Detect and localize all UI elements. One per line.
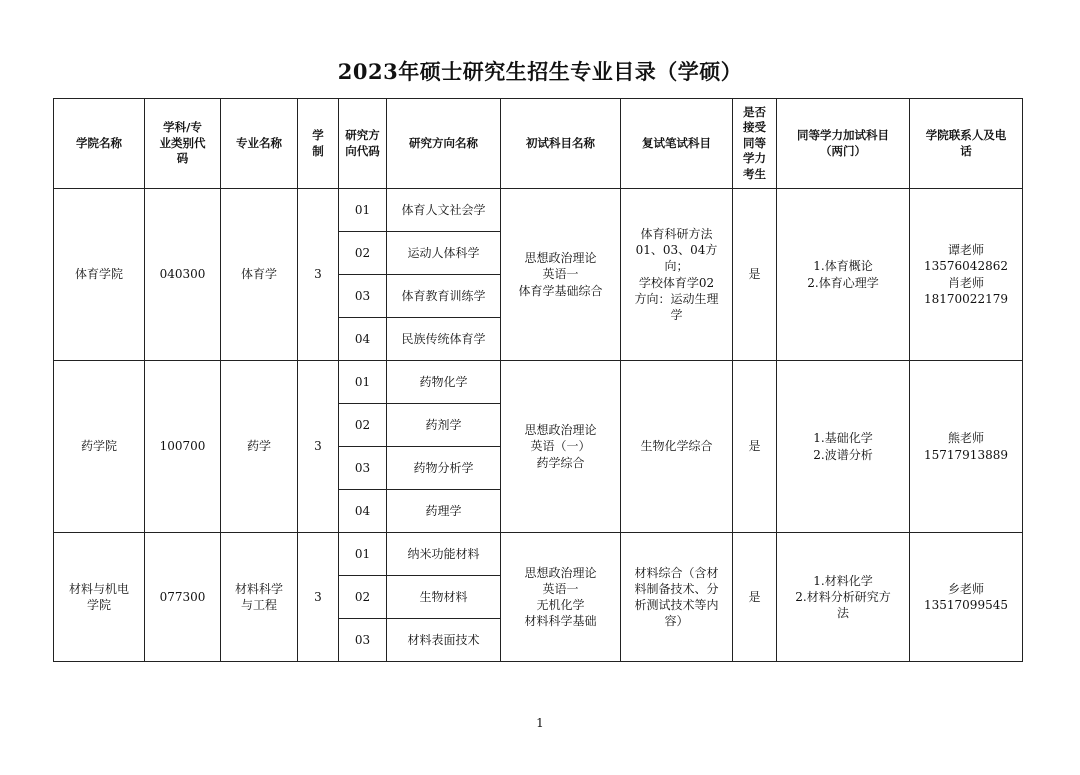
retest-cell: 体育科研方法 01、03、04方向； 学校体育学02 方向：运动生理 学: [621, 189, 733, 361]
table-row: [54, 189, 1023, 232]
header-code: 学科/专 业类别代 码: [145, 99, 221, 189]
header-college: 学院名称: [54, 99, 145, 189]
direction-name-cell: 生物材料: [387, 576, 501, 619]
contact-cell: 乡老师 13517099545: [910, 533, 1023, 662]
equiv-exam-cell: 1.材料化学 2.材料分析研究方 法: [777, 533, 910, 662]
retest-cell: 材料综合（含材 料制备技术、分 析测试技术等内 容）: [621, 533, 733, 662]
header-direction-code: 研究方 向代码: [339, 99, 387, 189]
direction-code-cell: 03: [339, 275, 387, 318]
header-direction-name: 研究方向名称: [387, 99, 501, 189]
direction-code-cell: 02: [339, 404, 387, 447]
direction-name-cell: 体育人文社会学: [387, 189, 501, 232]
table-row: [54, 533, 1023, 576]
page-number: 1: [536, 716, 544, 730]
years-cell: 3: [298, 533, 339, 662]
direction-name-cell: 纳米功能材料: [387, 533, 501, 576]
equiv-accept-cell: 是: [733, 361, 777, 533]
header-row: [54, 99, 1023, 189]
direction-code-cell: 02: [339, 576, 387, 619]
catalog-table: [53, 98, 1023, 662]
header-years: 学 制: [298, 99, 339, 189]
header-major: 专业名称: [221, 99, 298, 189]
major-cell: 材料科学 与工程: [221, 533, 298, 662]
code-cell: 100700: [145, 361, 221, 533]
prelim-cell: 思想政治理论 英语（一） 药学综合: [501, 361, 621, 533]
direction-name-cell: 体育教育训练学: [387, 275, 501, 318]
code-cell: 040300: [145, 189, 221, 361]
contact-cell: 熊老师 15717913889: [910, 361, 1023, 533]
college-cell: 材料与机电 学院: [54, 533, 145, 662]
major-cell: 药学: [221, 361, 298, 533]
direction-code-cell: 01: [339, 189, 387, 232]
direction-code-cell: 01: [339, 361, 387, 404]
prelim-cell: 思想政治理论 英语一 体育学基础综合: [501, 189, 621, 361]
direction-name-cell: 民族传统体育学: [387, 318, 501, 361]
equiv-accept-cell: 是: [733, 189, 777, 361]
direction-name-cell: 材料表面技术: [387, 619, 501, 662]
direction-name-cell: 药物化学: [387, 361, 501, 404]
contact-cell: 谭老师 13576042862 肖老师 18170022179: [910, 189, 1023, 361]
years-cell: 3: [298, 189, 339, 361]
header-equiv-exam: 同等学力加试科目 （两门）: [777, 99, 910, 189]
college-cell: 体育学院: [54, 189, 145, 361]
direction-name-cell: 药理学: [387, 490, 501, 533]
code-cell: 077300: [145, 533, 221, 662]
college-cell: 药学院: [54, 361, 145, 533]
equiv-exam-cell: 1.体育概论 2.体育心理学: [777, 189, 910, 361]
prelim-cell: 思想政治理论 英语一 无机化学 材料科学基础: [501, 533, 621, 662]
direction-code-cell: 02: [339, 232, 387, 275]
direction-code-cell: 01: [339, 533, 387, 576]
direction-code-cell: 03: [339, 447, 387, 490]
equiv-exam-cell: 1.基础化学 2.波谱分析: [777, 361, 910, 533]
years-cell: 3: [298, 361, 339, 533]
major-cell: 体育学: [221, 189, 298, 361]
retest-cell: 生物化学综合: [621, 361, 733, 533]
direction-name-cell: 运动人体科学: [387, 232, 501, 275]
direction-code-cell: 03: [339, 619, 387, 662]
direction-name-cell: 药物分析学: [387, 447, 501, 490]
direction-name-cell: 药剂学: [387, 404, 501, 447]
direction-code-cell: 04: [339, 318, 387, 361]
equiv-accept-cell: 是: [733, 533, 777, 662]
header-retest: 复试笔试科目: [621, 99, 733, 189]
header-prelim: 初试科目名称: [501, 99, 621, 189]
direction-code-cell: 04: [339, 490, 387, 533]
header-equiv-accept: 是否 接受 同等 学力 考生: [733, 99, 777, 189]
page-title: 2023年硕士研究生招生专业目录（学硕）: [337, 59, 743, 84]
header-contact: 学院联系人及电 话: [910, 99, 1023, 189]
table-row: [54, 361, 1023, 404]
